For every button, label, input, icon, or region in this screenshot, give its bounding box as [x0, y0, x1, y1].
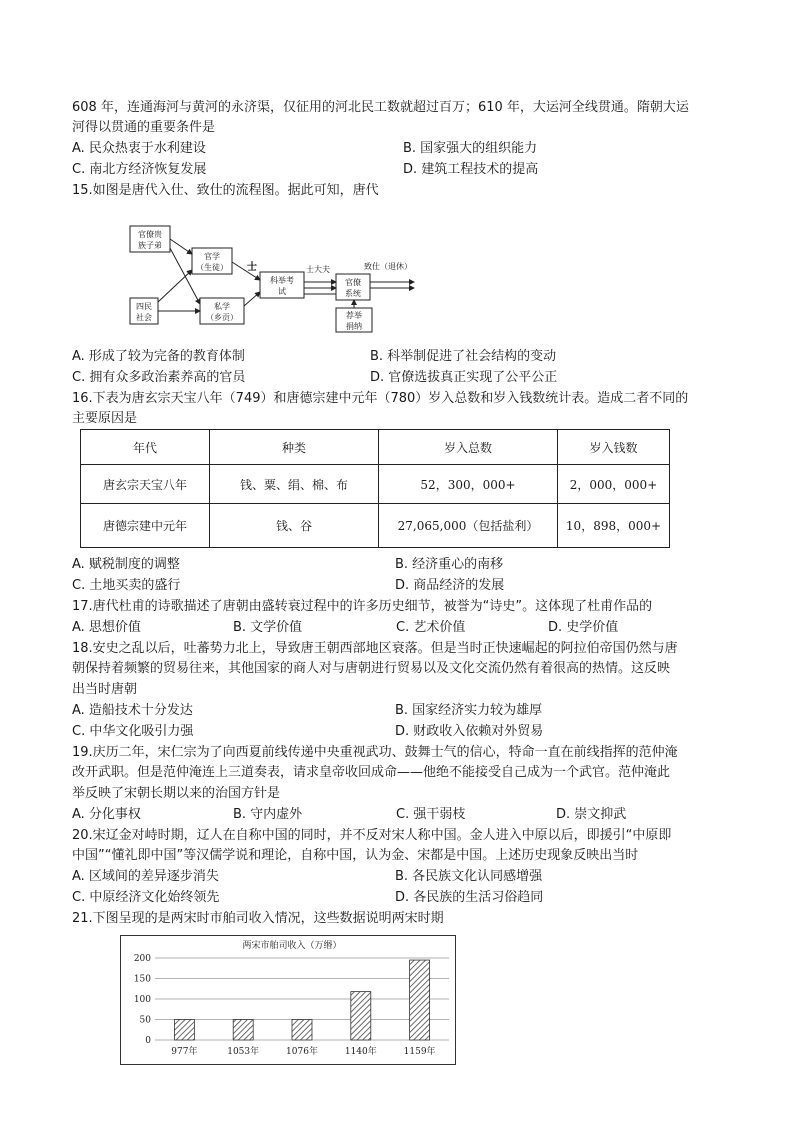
q19-stem-line3: 举反映了宋朝长期以来的治国方针是 [72, 786, 281, 801]
box7-text-1: 荐举 [346, 311, 362, 320]
bar [292, 1020, 312, 1041]
q16-option-d: D. 商品经济的发展 [395, 578, 505, 593]
q14-option-b: B. 国家强大的组织能力 [403, 141, 538, 156]
table-header: 年代 [81, 430, 210, 465]
q18-option-d: D. 财政收入依赖对外贸易 [395, 724, 544, 739]
q17-option-b: B. 文学价值 [233, 620, 303, 635]
x-tick-label: 1053年 [227, 1047, 260, 1057]
x-tick-label: 977年 [171, 1047, 198, 1057]
q14-option-d: D. 建筑工程技术的提高 [403, 162, 539, 177]
y-tick-label: 50 [139, 1015, 151, 1026]
q19-stem-line1: 19.庆历二年，宋仁宗为了向西夏前线传递中央重视武功、鼓舞士气的信心，特命一直在前线指挥的范仲淹 [72, 745, 678, 760]
q20-option-a: A. 区域间的差异逐步消失 [72, 869, 219, 884]
bar [233, 1020, 253, 1041]
table-header: 岁入钱数 [558, 430, 670, 465]
q19-option-d: D. 崇文抑武 [556, 807, 627, 822]
q17-stem: 17.唐代杜甫的诗歌描述了唐朝由盛转衰过程中的许多历史细节，被誉为“诗史”。这体现了杜甫作品的 [72, 599, 653, 614]
q16-option-c: C. 土地买卖的盛行 [72, 578, 181, 593]
q15-option-b: B. 科举制促进了社会结构的变动 [370, 349, 557, 364]
q18-stem-line3: 出当时唐朝 [72, 682, 138, 697]
x-tick-label: 1076年 [286, 1047, 318, 1057]
box6-text-2: 系统 [345, 289, 361, 298]
q20-option-d: D. 各民族的生活习俗趋同 [395, 890, 544, 905]
q19-option-c: C. 强干弱枝 [396, 807, 466, 822]
bar [351, 992, 371, 1040]
box2-text-2: （生徒） [196, 263, 228, 272]
q15-option-d: D. 官僚选拔真正实现了公平公正 [370, 370, 558, 385]
table-header: 岁入总数 [379, 430, 558, 465]
q18-option-c: C. 中华文化吸引力强 [72, 724, 194, 739]
q16-stem-line1: 16.下表为唐玄宗天宝八年（749）和唐德宗建中元年（780）岁入总数和岁入钱数统计表。造成二者不同的 [72, 391, 689, 406]
q21-stem: 21.下图呈现的是两宋时市舶司收入情况，这些数据说明两宋时期 [72, 911, 444, 926]
revenue-table [80, 429, 670, 548]
table-row [81, 465, 670, 504]
box5-text-1: 科举考 [270, 276, 294, 285]
box1-text-1: 官僚贵 [138, 230, 162, 239]
q14-stem-line2: 河得以贯通的重要条件是 [72, 120, 216, 135]
table-cell: 唐玄宗天宝八年 [81, 465, 210, 504]
y-tick-label: 150 [133, 974, 151, 985]
box4-text-1: 私学 [214, 302, 230, 311]
q20-stem-line1: 20.宋辽金对峙时期，辽人在自称中国的同时，并不反对宋人称中国。金人进入中原以后，即援引“中原即 [72, 828, 672, 843]
q14-option-c: C. 南北方经济恢复发展 [72, 162, 207, 177]
table-row [81, 504, 670, 548]
q20-option-c: C. 中原经济文化始终领先 [72, 890, 220, 905]
y-tick-label: 0 [145, 1036, 151, 1046]
table-cell: 2，000，000+ [558, 465, 670, 504]
q18-option-b: B. 国家经济实力较为雄厚 [395, 703, 543, 718]
q18-stem-line2: 朝保持着频繁的贸易往来，其他国家的商人对与唐朝进行贸易以及文化交流仍然有着很高的热情。这反映 [72, 661, 671, 676]
table-header-row [81, 430, 670, 465]
box1-text-2: 族子弟 [138, 241, 162, 250]
table-cell: 钱、粟、绢、棉、布 [210, 465, 379, 504]
x-tick-label: 1140年 [344, 1047, 377, 1057]
table-cell: 钱、谷 [210, 504, 379, 548]
bar [410, 960, 430, 1040]
customs-revenue-chart [120, 935, 456, 1065]
q20-option-b: B. 各民族文化认同感增强 [395, 869, 543, 884]
q19-stem-line2: 改开武职。但是范仲淹连上三道奏表，请求皇帝收回成命——他绝不能接受自己成为一个武官。范仲淹此 [72, 765, 671, 780]
career-flow-diagram [126, 222, 426, 337]
y-tick-label: 100 [133, 995, 151, 1005]
table-header: 种类 [210, 430, 379, 465]
q14-stem-line1: 608 年，连通海河与黄河的永济渠，仅征用的河北民工数就超过百万；610 年，大运河全线贯通。隋朝大运 [72, 100, 689, 115]
q19-option-a: A. 分化事权 [72, 807, 141, 822]
chart-title: 两宋市舶司收入（万缗） [242, 941, 342, 951]
q18-stem-line1: 18.安史之乱以后，吐蕃势力北上，导致唐王朝西部地区衰落。但是当时正快速崛起的阿拉伯帝国仍然与唐 [72, 641, 678, 656]
q16-option-a: A. 赋税制度的调整 [72, 557, 180, 572]
q15-stem: 15.如图是唐代入仕、致仕的流程图。据此可知，唐代 [72, 183, 379, 198]
q16-option-b: B. 经济重心的南移 [395, 557, 504, 572]
box7-text-2: 捐纳 [346, 322, 362, 331]
q17-option-a: A. 思想价值 [72, 620, 141, 635]
box3-text-2: 社会 [136, 313, 152, 322]
q18-option-a: A. 造船技术十分发达 [72, 703, 193, 718]
q15-option-a: A. 形成了较为完备的教育体制 [72, 349, 245, 364]
box2-text-1: 官学 [204, 252, 220, 261]
bar [174, 1020, 194, 1041]
label-zhishi: 致仕（退休） [364, 262, 412, 271]
label-shi: 士 [247, 262, 257, 273]
q20-stem-line2: 中国”“懂礼即中国”等汉儒学说和理论，自称中国，认为金、宋都是中国。上述历史现象反映出当时 [72, 848, 639, 863]
q19-option-b: B. 守内虚外 [233, 807, 303, 822]
x-tick-label: 1159年 [403, 1047, 436, 1057]
table-cell: 唐德宗建中元年 [81, 504, 210, 548]
table-cell: 10，898，000+ [558, 504, 670, 548]
box6-text-1: 官僚 [345, 278, 361, 287]
table-cell: 27,065,000（包括盐利） [379, 504, 558, 548]
y-tick-label: 200 [133, 954, 151, 964]
table-cell: 52，300，000+ [379, 465, 558, 504]
chart-svg [121, 936, 455, 1064]
q15-option-c: C. 拥有众多政治素养高的官员 [72, 370, 246, 385]
q14-option-a: A. 民众热衷于水利建设 [72, 141, 206, 156]
q16-stem-line2: 主要原因是 [72, 411, 138, 426]
label-shidafu: 士大夫 [306, 265, 330, 274]
q17-option-d: D. 史学价值 [548, 620, 619, 635]
box4-text-2: （乡贡） [206, 313, 238, 322]
q17-option-c: C. 艺术价值 [396, 620, 466, 635]
box3-text-1: 四民 [136, 302, 152, 311]
box5-text-2: 试 [278, 287, 286, 296]
